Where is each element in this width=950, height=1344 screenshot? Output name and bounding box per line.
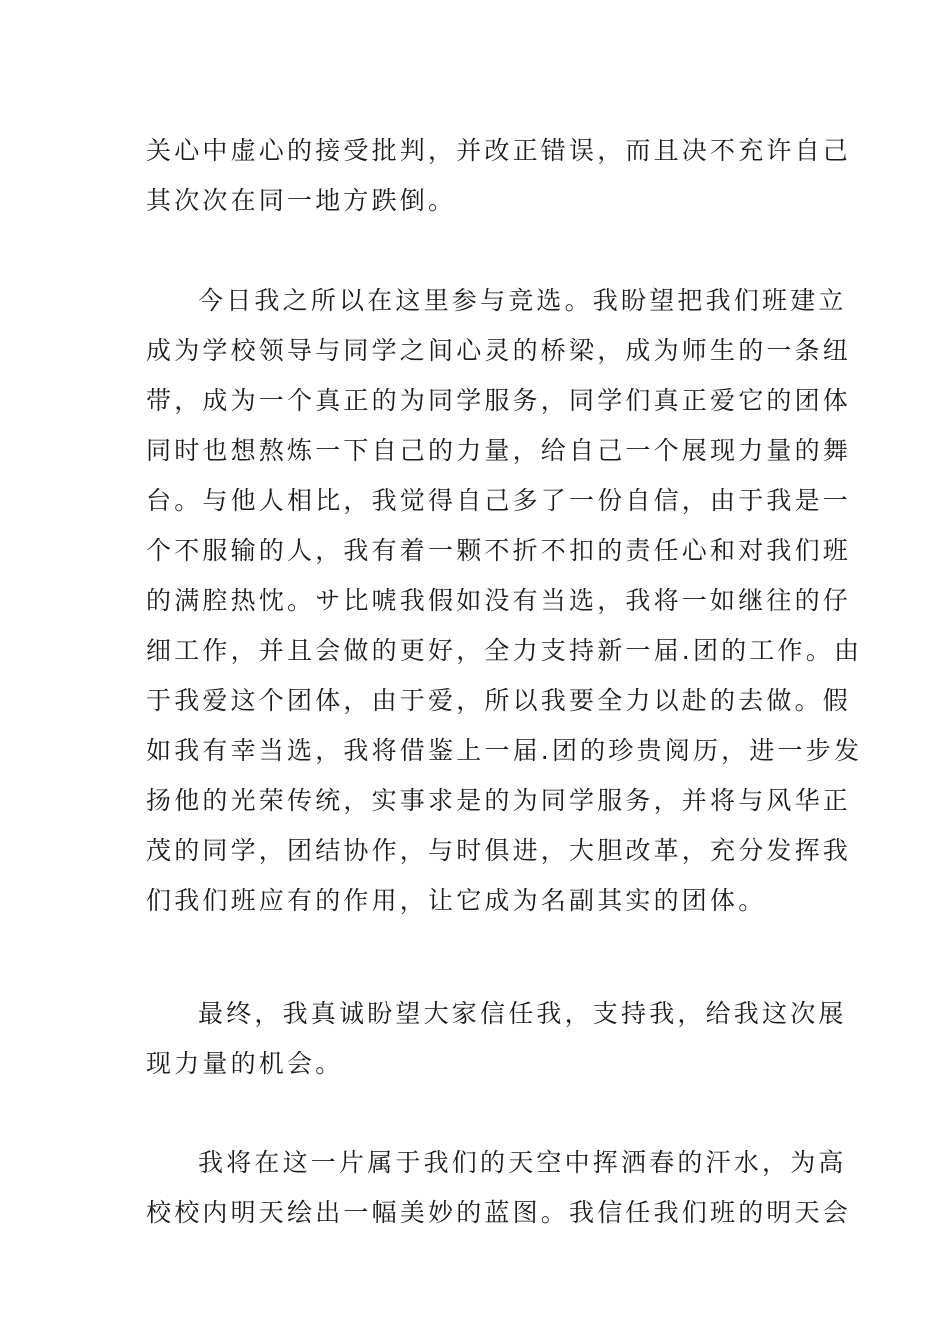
text-line: 台。与他人相比，我觉得自己多了一份自信，由于我是一 [146,486,852,515]
text-line: 关心中虚心的接受批判，并改正错误，而且决不充许自己 [146,136,852,165]
text-line: 个不服输的人，我有着一颗不折不扣的责任心和对我们班 [146,536,852,565]
text-line: 现力量的机会。 [146,1049,344,1078]
text-line: 今日我之所以在这里参与竞选。我盼望把我们班建立 [198,286,847,315]
text-line: 的满腔热忱。サ比唬我假如没有当选，我将一如继往的仔 [146,586,852,615]
text-line: 带，成为一个真正的为同学服务，同学们真正爱它的团体 [146,386,852,415]
text-line: 茂的同学，团结协作，与时俱进，大胆改革，充分发挥我 [146,836,852,865]
text-line: 我将在这一片属于我们的天空中挥洒春的汗水，为高 [198,1148,847,1177]
text-line: 同时也想熬炼一下自己的力量，给自己一个展现力量的舞 [146,436,852,465]
text-line: 其次次在同一地方跌倒。 [146,186,457,215]
text-line: 们我们班应有的作用，让它成为名副其实的团体。 [146,886,767,915]
text-line: 如我有幸当选，我将借鉴上一届.团的珍贵阅历，进一步发 [146,736,863,765]
text-line: 成为学校领导与同学之间心灵的桥梁，成为师生的一条纽 [146,336,852,365]
text-line: 于我爱这个团体，由于爱，所以我要全力以赴的去做。假 [146,686,852,715]
text-line: 最终，我真诚盼望大家信任我，支持我，给我这次展 [198,999,847,1028]
text-line: 校校内明天绘出一幅美妙的蓝图。我信任我们班的明天会 [146,1198,852,1227]
text-line: 扬他的光荣传统，实事求是的为同学服务，并将与风华正 [146,786,852,815]
text-line: 细工作，并且会做的更好，全力支持新一届.团的工作。由 [146,636,863,665]
